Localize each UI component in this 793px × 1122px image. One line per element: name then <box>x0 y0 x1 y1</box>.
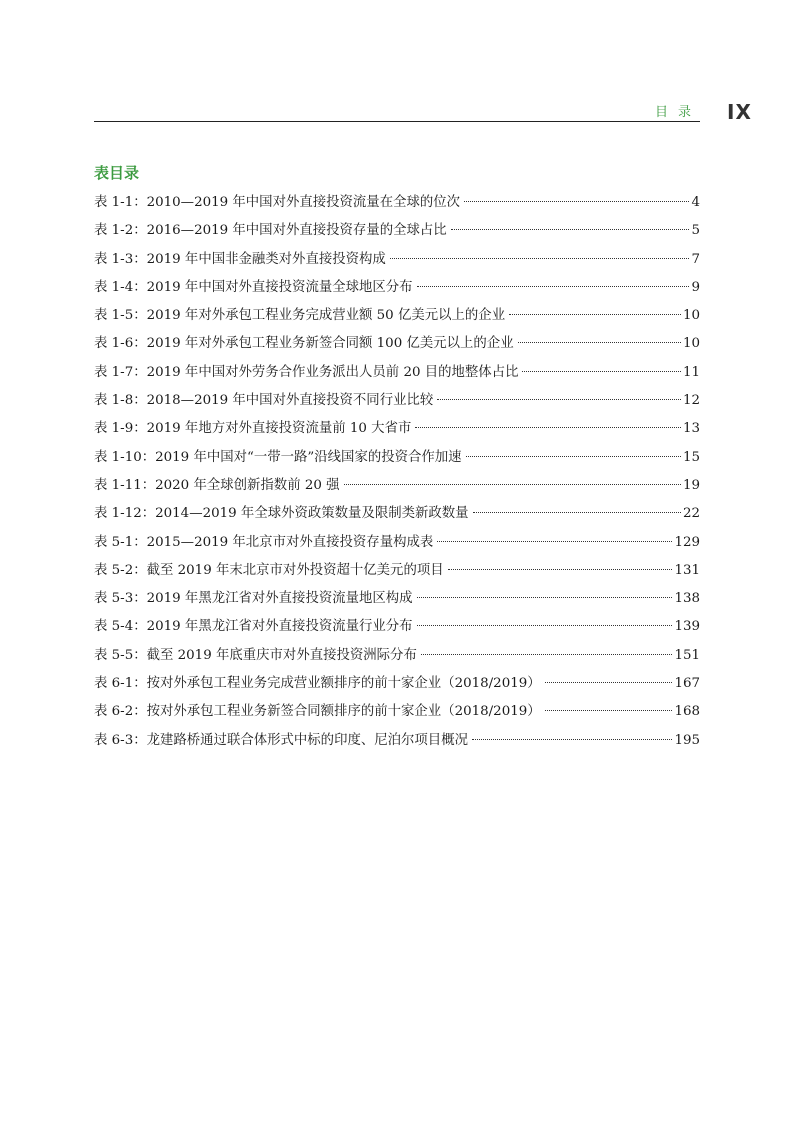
toc-entry-label: 表 1-3：2019 年中国非金融类对外直接投资构成 <box>94 251 386 267</box>
section-title: 表目录 <box>94 164 140 182</box>
toc-entry-label: 表 1-1：2010—2019 年中国对外直接投资流量在全球的位次 <box>94 195 461 210</box>
toc-entry-page: 131 <box>674 562 700 578</box>
toc-entry-label: 表 6-2：按对外承包工程业务新签合同额排序的前十家企业（2018/2019） <box>94 704 541 720</box>
toc-entry-page: 13 <box>682 421 700 437</box>
toc-entry-page: 11 <box>682 364 700 380</box>
toc-entry-label: 表 1-10：2019 年中国对“一带一路”沿线国家的投资合作加速 <box>94 449 462 465</box>
table-of-tables-list <box>94 189 700 755</box>
dot-leader <box>466 456 681 457</box>
dot-leader <box>464 201 689 202</box>
toc-entry-page: 139 <box>674 619 700 635</box>
toc-entry[interactable] <box>94 217 700 245</box>
toc-entry-label: 表 1-8：2018—2019 年中国对外直接投资不同行业比较 <box>94 393 434 409</box>
toc-entry[interactable] <box>94 274 700 302</box>
toc-entry-label: 表 1-4：2019 年中国对外直接投资流量全球地区分布 <box>94 279 413 295</box>
toc-entry-label: 表 5-2：截至 2019 年末北京市对外投资超十亿美元的项目 <box>94 562 444 578</box>
toc-entry-label: 表 6-1：按对外承包工程业务完成营业额排序的前十家企业（2018/2019） <box>94 676 541 692</box>
toc-entry-page: 5 <box>691 223 700 239</box>
toc-entry-label: 表 1-12：2014—2019 年全球外资政策数量及限制类新政数量 <box>94 506 469 522</box>
dot-leader <box>390 258 690 259</box>
dot-leader <box>545 710 673 711</box>
toc-entry-page: 7 <box>691 251 700 267</box>
dot-leader <box>415 427 681 428</box>
toc-entry[interactable] <box>94 359 700 387</box>
toc-entry-label: 表 5-4：2019 年黑龙江省对外直接投资流量行业分布 <box>94 619 413 635</box>
dot-leader <box>437 541 672 542</box>
toc-entry[interactable] <box>94 302 700 330</box>
toc-entry[interactable] <box>94 330 700 358</box>
toc-entry-page: 129 <box>674 534 700 550</box>
toc-entry-page: 168 <box>674 704 700 720</box>
running-header-label: 目录 <box>655 105 702 120</box>
toc-entry-label: 表 1-7：2019 年中国对外劳务合作业务派出人员前 20 目的地整体占比 <box>94 364 519 380</box>
toc-entry-page: 195 <box>674 732 700 748</box>
toc-entry[interactable] <box>94 387 700 415</box>
toc-entry-label: 表 1-6：2019 年对外承包工程业务新签合同额 100 亿美元以上的企业 <box>94 336 514 352</box>
dot-leader <box>472 739 672 740</box>
toc-entry-label: 表 5-5：截至 2019 年底重庆市对外直接投资洲际分布 <box>94 647 417 663</box>
dot-leader <box>417 286 690 287</box>
toc-entry[interactable] <box>94 613 700 641</box>
toc-entry-label: 表 5-1：2015—2019 年北京市对外直接投资存量构成表 <box>94 534 434 550</box>
dot-leader <box>344 484 681 485</box>
toc-entry[interactable] <box>94 585 700 613</box>
toc-entry[interactable] <box>94 557 700 585</box>
toc-entry-page: 4 <box>691 195 700 210</box>
toc-entry[interactable] <box>94 189 700 217</box>
toc-entry[interactable] <box>94 500 700 528</box>
toc-entry[interactable] <box>94 698 700 726</box>
toc-entry[interactable] <box>94 472 700 500</box>
toc-entry[interactable] <box>94 642 700 670</box>
toc-entry-page: 10 <box>682 336 700 352</box>
dot-leader <box>473 512 681 513</box>
toc-entry-label: 表 1-2：2016—2019 年中国对外直接投资存量的全球占比 <box>94 223 447 239</box>
dot-leader <box>545 682 673 683</box>
header-divider <box>94 121 700 122</box>
toc-entry-page: 151 <box>674 647 700 663</box>
toc-entry-page: 19 <box>682 477 700 493</box>
dot-leader <box>518 342 681 343</box>
toc-entry-label: 表 1-11：2020 年全球创新指数前 20 强 <box>94 477 340 493</box>
toc-entry-label: 表 1-9：2019 年地方对外直接投资流量前 10 大省市 <box>94 421 412 437</box>
toc-entry[interactable] <box>94 727 700 755</box>
toc-entry[interactable] <box>94 444 700 472</box>
toc-entry-label: 表 1-5：2019 年对外承包工程业务完成营业额 50 亿美元以上的企业 <box>94 308 506 324</box>
dot-leader <box>421 654 673 655</box>
toc-entry-page: 12 <box>682 393 700 409</box>
dot-leader <box>509 314 681 315</box>
dot-leader <box>437 399 681 400</box>
toc-entry-label: 表 5-3：2019 年黑龙江省对外直接投资流量地区构成 <box>94 591 413 607</box>
toc-entry-page: 9 <box>691 279 700 295</box>
toc-entry-page: 138 <box>674 591 700 607</box>
dot-leader <box>522 371 680 372</box>
dot-leader <box>417 625 673 626</box>
toc-entry[interactable] <box>94 246 700 274</box>
toc-entry[interactable] <box>94 670 700 698</box>
toc-entry-page: 22 <box>682 506 700 522</box>
toc-entry-page: 167 <box>674 676 700 692</box>
dot-leader <box>417 597 673 598</box>
toc-entry-page: 10 <box>682 308 700 324</box>
toc-entry-label: 表 6-3：龙建路桥通过联合体形式中标的印度、尼泊尔项目概况 <box>94 732 468 748</box>
toc-entry[interactable] <box>94 415 700 443</box>
dot-leader <box>448 569 673 570</box>
dot-leader <box>451 229 690 230</box>
toc-entry[interactable] <box>94 529 700 557</box>
toc-entry-page: 15 <box>682 449 700 465</box>
page-number: IX <box>727 100 752 124</box>
